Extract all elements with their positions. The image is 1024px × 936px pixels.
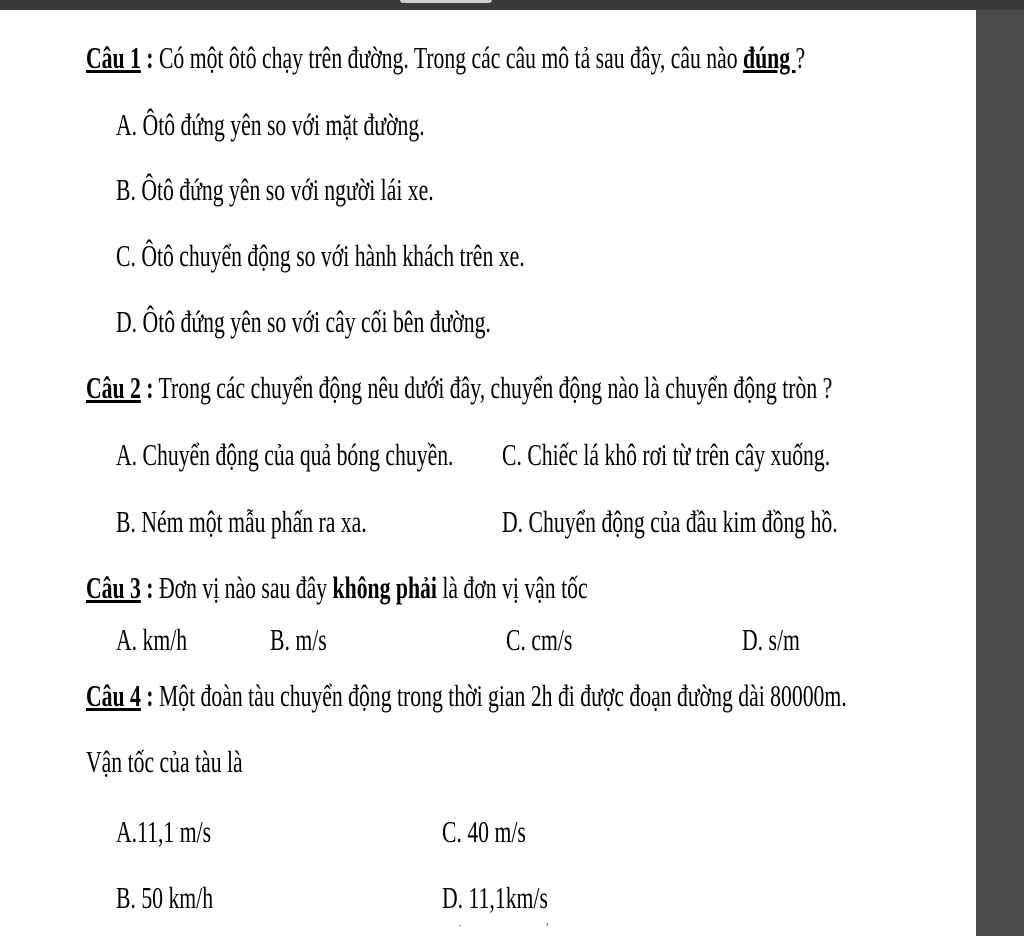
question-4-text: Một đoàn tàu chuyển động trong thời gian 2h đi được đoạn đường dài 80000m. [153, 678, 847, 713]
question-1-option-d: D. Ôtô đứng yên so với cây cối bên đường. [116, 304, 491, 339]
question-2-colon: : [140, 370, 154, 405]
cutoff-mark-right: ʹ [546, 920, 549, 934]
cutoff-mark-left: ʾ [458, 922, 462, 936]
question-3-emphasis: không phải [332, 570, 437, 605]
question-1-stem [86, 38, 805, 78]
question-4-option-c: C. 40 m/s [442, 814, 526, 849]
question-3-option-c: C. cm/s [506, 622, 573, 657]
question-3-option-a: A. km/h [116, 622, 188, 657]
question-3-label: Câu 3 [86, 570, 141, 605]
question-4-colon: : [140, 678, 154, 713]
question-1-colon: : [140, 40, 154, 75]
tab-indicator[interactable] [400, 0, 492, 3]
question-3-colon: : [140, 570, 154, 605]
question-4-stem-continued: Vận tốc của tàu là [86, 744, 243, 779]
question-3-option-d: D. s/m [742, 622, 800, 657]
question-2-option-b: B. Ném một mẫu phấn ra xa. [116, 504, 367, 539]
question-1-end: ? [795, 40, 806, 75]
question-4-stem [86, 676, 847, 716]
question-1-label: Câu 1 [86, 40, 141, 75]
question-2-option-a: A. Chuyển động của quả bóng chuyền. [116, 437, 454, 472]
document-page [0, 10, 976, 936]
question-2-stem [86, 368, 832, 408]
question-4-option-b: B. 50 km/h [116, 880, 214, 915]
question-3-text-pre: Đơn vị nào sau đây [153, 570, 333, 605]
question-2-option-c: C. Chiếc lá khô rơi từ trên cây xuống. [502, 437, 831, 472]
question-2-label: Câu 2 [86, 370, 141, 405]
question-2-option-d: D. Chuyển động của đầu kim đồng hồ. [502, 504, 838, 539]
question-4-label: Câu 4 [86, 678, 141, 713]
question-2-text: Trong các chuyển động nêu dưới đây, chuyển động nào là chuyển động tròn ? [153, 370, 833, 405]
question-3-stem [86, 568, 588, 608]
window-top-bar [0, 0, 1024, 10]
question-3-option-b: B. m/s [270, 622, 327, 657]
question-4-option-a: A.11,1 m/s [116, 814, 212, 849]
question-1-emphasis: đúng [743, 40, 796, 75]
side-scroll-panel[interactable] [976, 10, 1024, 936]
question-4-option-d: D. 11,1km/s [442, 880, 548, 915]
question-1-option-b: B. Ôtô đứng yên so với người lái xe. [116, 172, 434, 207]
question-1-text: Có một ôtô chạy trên đường. Trong các câu mô tả sau đây, câu nào [153, 40, 744, 75]
question-3-text-post: là đơn vị vận tốc [436, 570, 588, 605]
question-1-option-c: C. Ôtô chuyển động so với hành khách trên xe. [116, 238, 525, 273]
question-1-option-a: A. Ôtô đứng yên so với mặt đường. [116, 107, 425, 142]
